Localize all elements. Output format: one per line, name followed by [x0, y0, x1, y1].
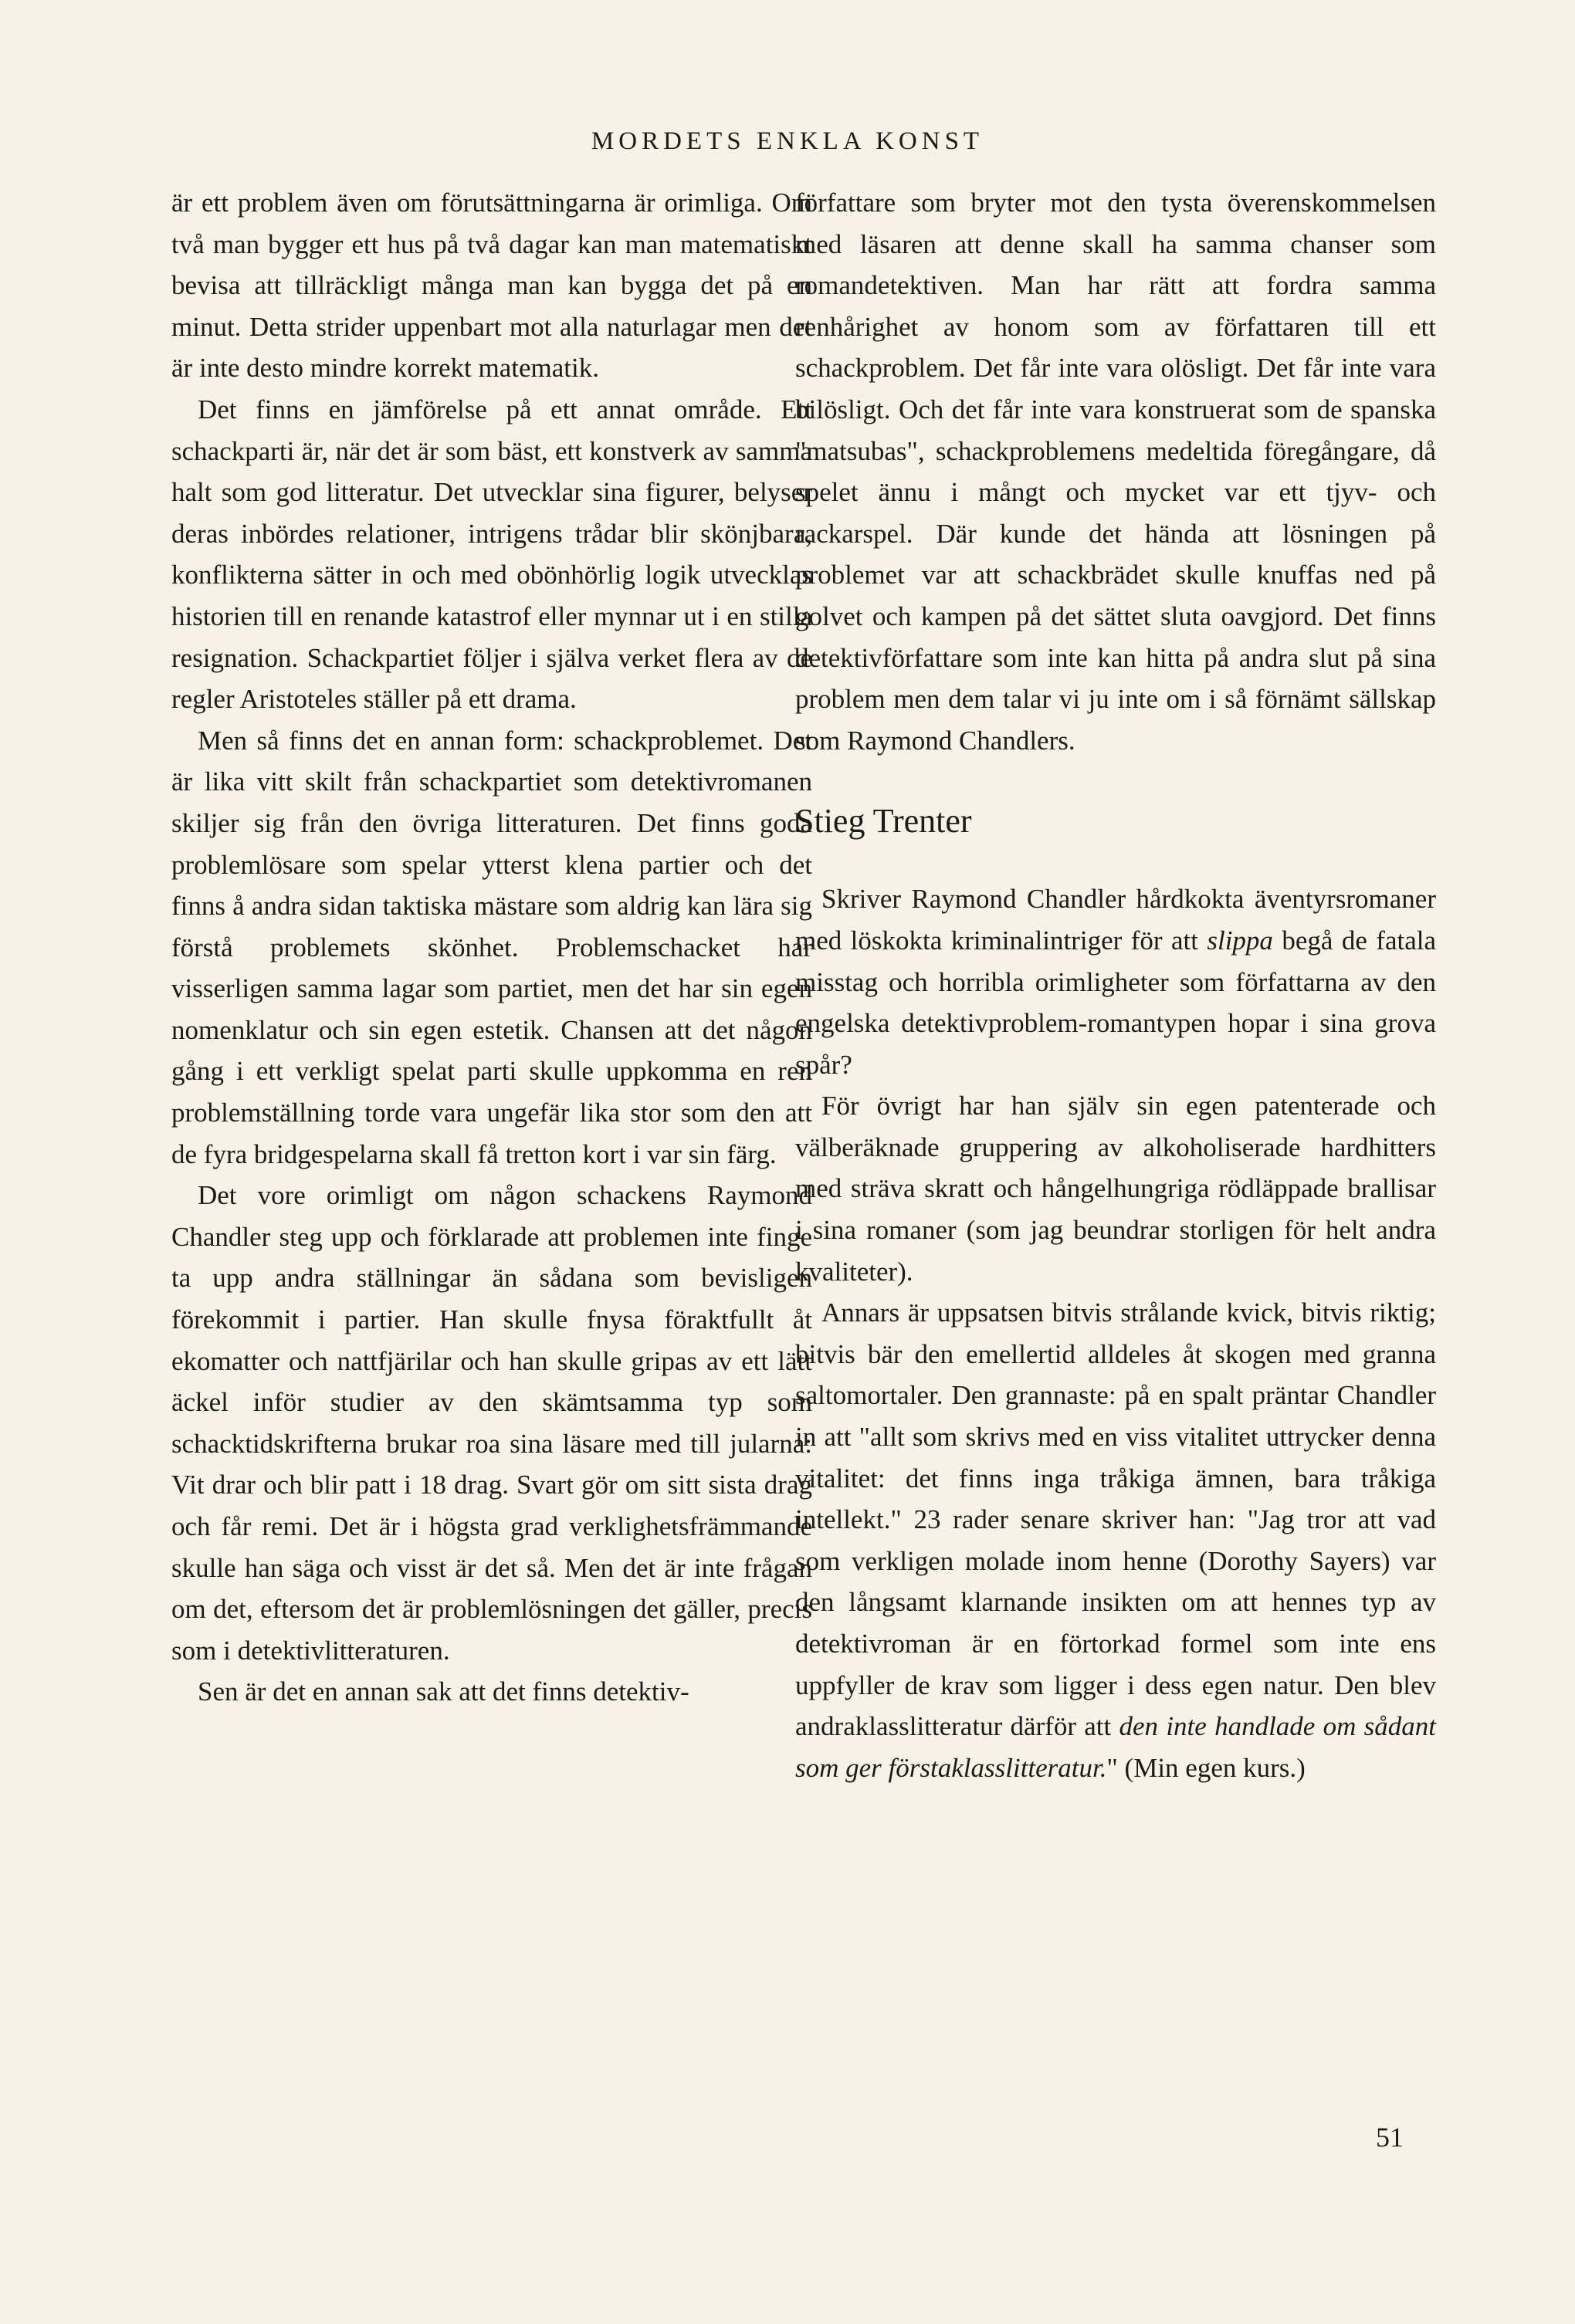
paragraph: För övrigt har han själv sin egen patenterade och välberäknade gruppering av alkoholiserade hardhitters med sträva skratt och hångelhungriga rödläppade brallisar i sina romaner (som jag beundrar storligen för helt andra kvaliteter). — [795, 1091, 1436, 1287]
right-column — [795, 182, 1436, 1788]
paragraph: författare som bryter mot den tysta överenskommelsen med läsaren att denne skall ha samma chanser som romandetektiven. Man har rätt att fordra samma renhårighet av honom som av författaren till ett schackproblem. Det får inte vara olösligt. Det får inte vara bilösligt. Och det får inte vara konstruerat som de spanska "matsubas", schackproblemens medeltida föregångare, då spelet ännu i mångt och mycket var ett tjyv- och rackarspel. Där kunde det hända att lösningen på problemet var att schackbrädet skulle knuffas ned på golvet och kampen på det sättet sluta oavgjord. Det finns detektivförfattare som inte kan hitta på andra slut på sina problem men dem talar vi ju inte om i så förnämt sällskap som Raymond Chandlers. — [795, 188, 1436, 756]
section-heading: Stieg Trenter — [795, 802, 972, 841]
paragraph: Det vore orimligt om någon schackens Raymond Chandler steg upp och förklarade att problemen inte finge ta upp andra ställningar än sådana som bevisligen förekommit i partier. Han skulle fnysa föraktfullt åt ekomatter och nattfjärilar och han skulle gripas av ett lätt äckel inför studier av den skämtsamma typ som schacktidskrifterna brukar roa sina läsare med till jularna: Vit drar och blir patt i 18 drag. Svart gör om sitt sista drag och får remi. Det är i högsta grad verklighetsfrämmande skulle han säga och visst är det så. Men det är inte frågan om det, eftersom det är problemlösningen det gäller, precis som i detektivlitteraturen. — [171, 1180, 812, 1666]
emphasis: slippa — [1207, 925, 1273, 956]
paragraph: Sen är det en annan sak att det finns detektiv- — [198, 1676, 689, 1707]
running-header: MORDETS ENKLA KONST — [591, 127, 984, 155]
page-number: 51 — [1376, 2122, 1404, 2153]
paragraph: är ett problem även om förutsättningarna är orimliga. Om två man bygger ett hus på två dagar kan man matematiskt bevisa att tillräckligt många man kan bygga det på en minut. Detta strider uppenbart mot alla naturlagar men det är inte desto mindre korrekt matematik. — [171, 188, 812, 384]
paragraph: Det finns en jämförelse på ett annat område. Ett schackparti är, när det är som bäst, ett konstverk av samma halt som god litteratur. Det utvecklar sina figurer, belyser deras inbördes relationer, intrigens trådar blir skönjbara, konflikterna sätter in och med obönhörlig logik utvecklas historien till en renande katastrof eller mynnar ut i en stilla resignation. Schackpartiet följer i själva verket flera av de regler Aristoteles ställer på ett drama. — [171, 394, 812, 715]
emphasis: den inte handlade om sådant som ger förstaklasslitteratur. — [795, 1711, 1436, 1783]
paragraph: Skriver Raymond Chandler hårdkokta äventyrsromaner med löskokta kriminalintriger för att slippa begå de fatala misstag och horribla orimligheter som författarna av den engelska detektivproblem-romantypen hopar i sina grova spår? — [795, 884, 1437, 1080]
paragraph: Annars är uppsatsen bitvis strålande kvick, bitvis riktig; bitvis bär den emellertid alldeles åt skogen med granna saltomortaler. Den grannaste: på en spalt präntar Chandler in att "allt som skrivs med en viss vitalitet uttrycker denna vitalitet: det finns inga tråkiga ämnen, bara tråkiga intellekt." 23 rader senare skriver han: "Jag tror att vad som verkligen molade inom henne (Dorothy Sayers) var den långsamt klarnande insikten om att hennes typ av detektivroman är en förtorkad formel som inte ens uppfyller de krav som ligger i dess egen natur. Den blev andraklasslitteratur därför att den inte handlade om sådant som ger förstaklasslitteratur." (Min egen kurs.) — [795, 1297, 1436, 1783]
paragraph: Men så finns det en annan form: schackproblemet. Det är lika vitt skilt från schackpartiet som detektivromanen skiljer sig från den övriga litteraturen. Det finns goda problemlösare som spelar ytterst klena partier och det finns å andra sidan taktiska mästare som aldrig kan lära sig förstå problemets skönhet. Problemschacket har visserligen samma lagar som partiet, men det har sin egen nomenklatur och sin egen estetik. Chansen att det någon gång i ett verkligt spelat parti skulle uppkomma en ren problemställning torde vara ungefär lika stor som den att de fyra bridgespelarna skall få tretton kort i var sin färg. — [171, 725, 812, 1169]
left-column — [171, 182, 812, 1713]
